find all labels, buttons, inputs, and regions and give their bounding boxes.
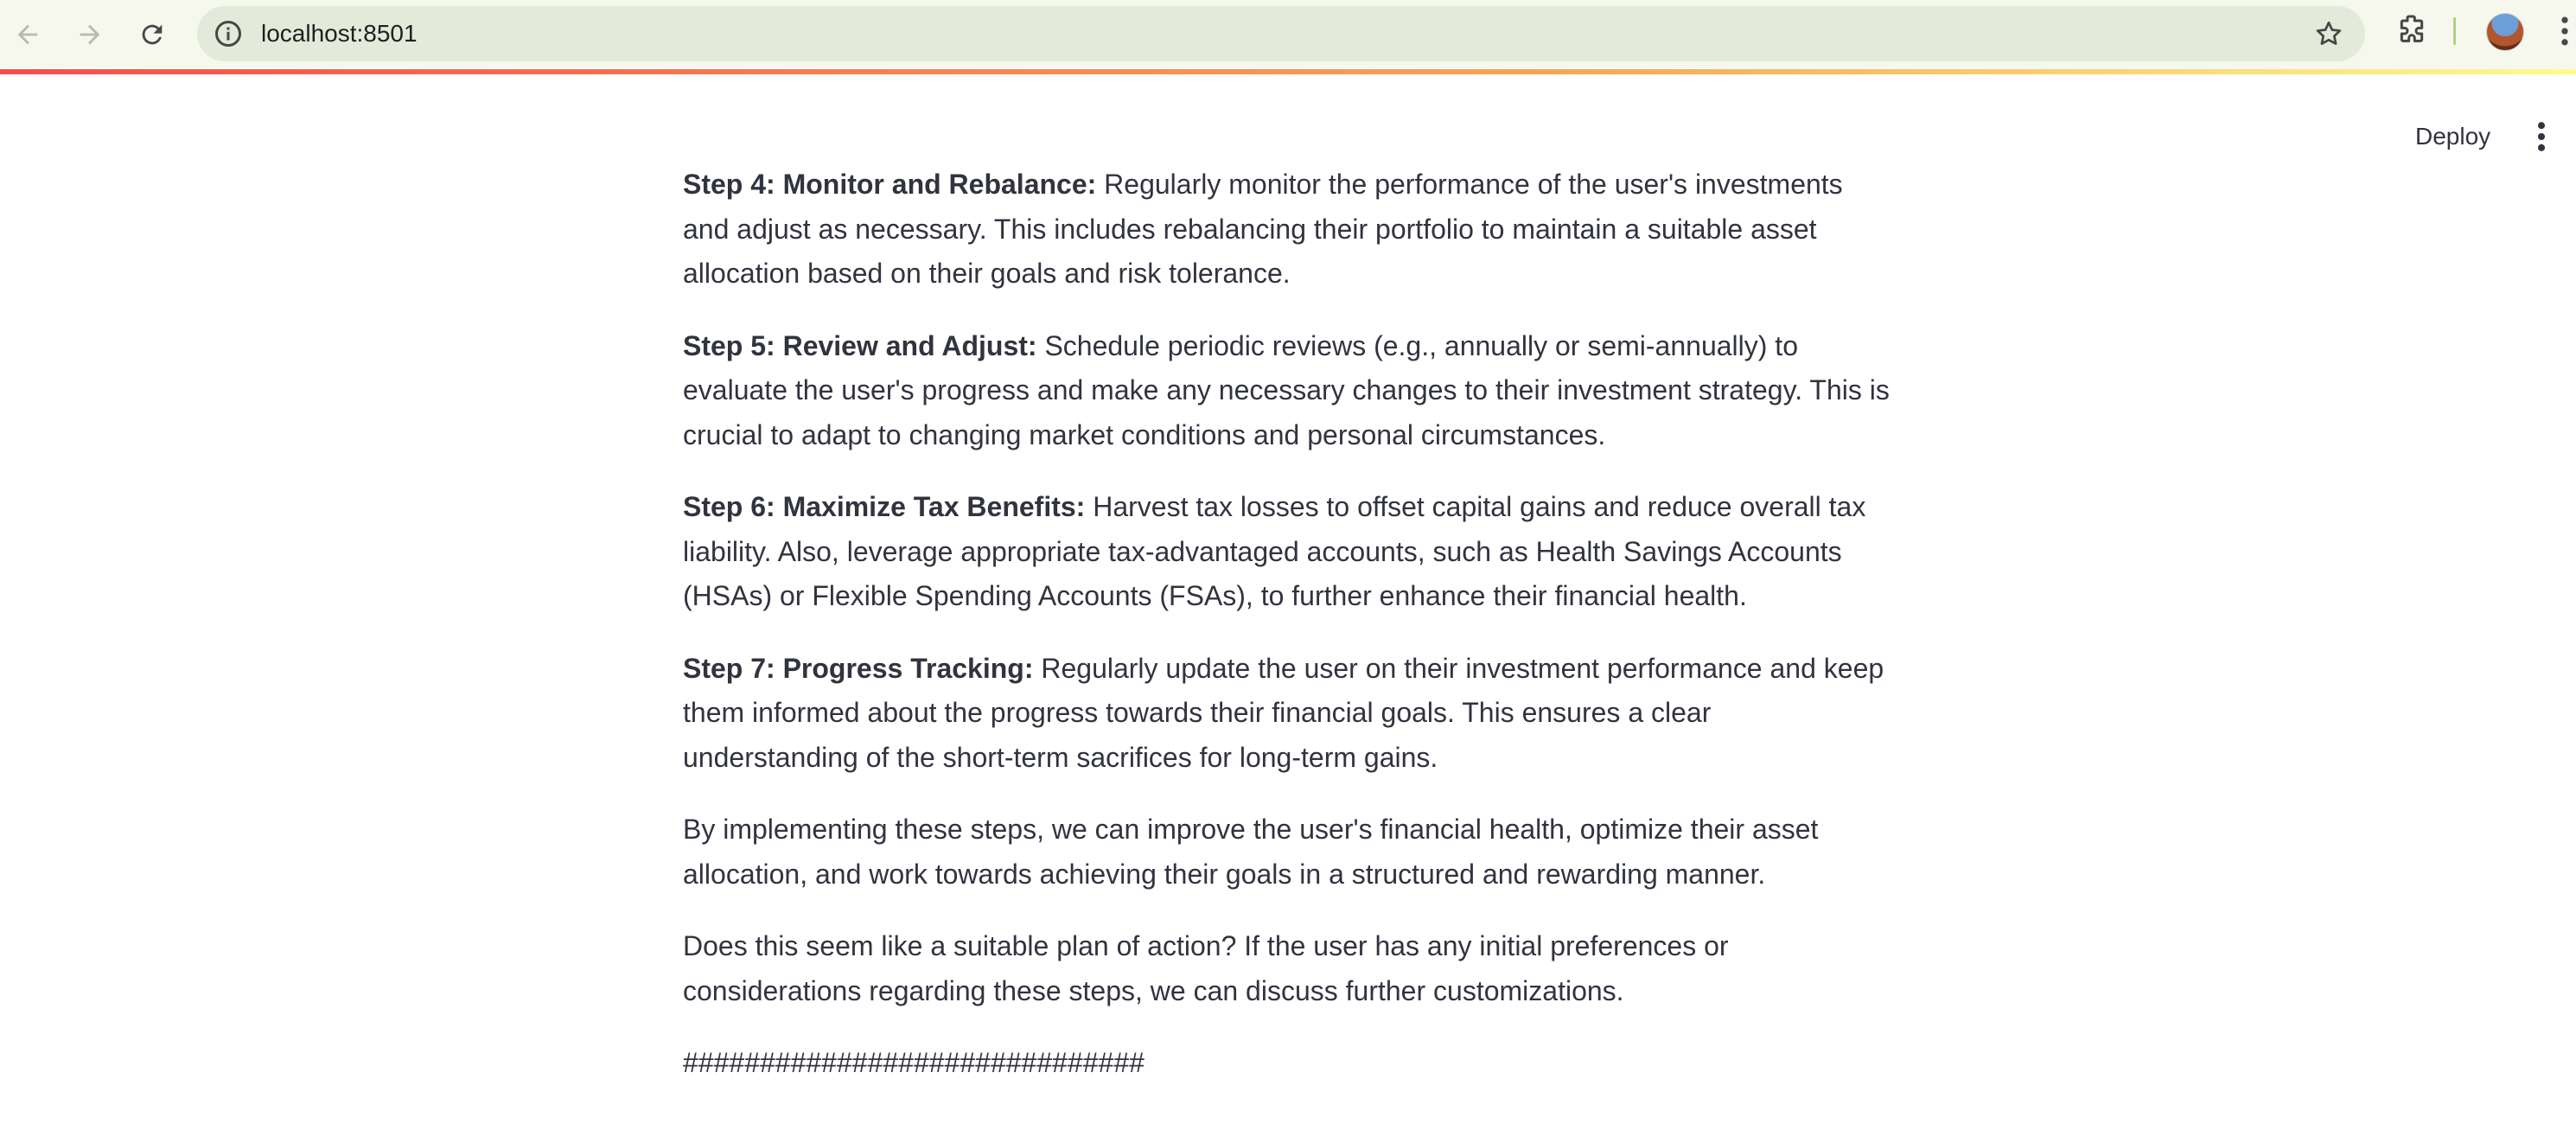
app-main-menu-icon[interactable] [2524, 118, 2559, 156]
step-7-paragraph [683, 647, 1893, 781]
back-button[interactable] [7, 14, 48, 55]
reload-button[interactable] [131, 14, 173, 55]
bookmark-star-icon[interactable] [2313, 18, 2344, 49]
question-paragraph [683, 924, 1893, 1013]
step-4-text: Regularly monitor the performance of the user's investments and adjust as necessary. This includes rebalancing their portfolio to maintain a suitable asset allocation based on their goals and risk tolerance. [683, 169, 1843, 289]
question-text: Does this seem like a suitable plan of action? If the user has any initial preferences or considerations regarding these steps, we can discuss further customizations. [683, 930, 1729, 1006]
main-content [683, 163, 1893, 1114]
app-decoration-bar [0, 69, 2576, 74]
step-6-heading: Step 6: Maximize Tax Benefits: [683, 491, 1086, 522]
profile-divider [2453, 17, 2456, 45]
profile-avatar[interactable] [2486, 13, 2524, 51]
forward-button[interactable] [69, 14, 111, 55]
step-7-heading: Step 7: Progress Tracking: [683, 652, 1034, 684]
address-bar[interactable] [197, 6, 2365, 61]
summary-paragraph [683, 808, 1893, 897]
step-5-heading: Step 5: Review and Adjust: [683, 329, 1037, 361]
step-6-text: Harvest tax losses to offset capital gains and reduce overall tax liability. Also, leverage appropriate tax-advantaged accounts, such as Health Savings Accounts (HSAs) or Flexible Spending Accounts (FSAs), to further enhance their financial health. [683, 491, 1866, 611]
summary-text: By implementing these steps, we can improve the user's financial health, optimize their asset allocation, and work towards achieving their goals in a structured and rewarding manner. [683, 814, 1819, 890]
deploy-button[interactable]: Deploy [2415, 123, 2491, 150]
browser-toolbar [0, 0, 2576, 70]
step-6-paragraph [683, 485, 1893, 619]
step-5-paragraph [683, 324, 1893, 458]
step-7-text: Regularly update the user on their investment performance and keep them informed about the progress towards their financial goals. This ensures a clear understanding of the short-term sacrifices for long-term gains. [683, 652, 1884, 773]
url-text[interactable]: localhost:8501 [261, 20, 418, 47]
extensions-icon[interactable] [2394, 12, 2429, 47]
step-5-text: Schedule periodic reviews (e.g., annually or semi-annually) to evaluate the user's progress and make any necessary changes to their investment strategy. This is crucial to adapt to changing market conditions and personal circumstances. [683, 329, 1890, 450]
arrow-left-icon [13, 20, 42, 49]
separator-line: ############################## [683, 1047, 1145, 1078]
browser-menu-icon[interactable] [2554, 12, 2576, 50]
arrow-right-icon [75, 20, 105, 49]
reload-icon [137, 20, 167, 49]
site-info-icon[interactable] [213, 18, 244, 49]
step-4-paragraph [683, 163, 1893, 297]
step-4-heading: Step 4: Monitor and Rebalance: [683, 169, 1097, 200]
